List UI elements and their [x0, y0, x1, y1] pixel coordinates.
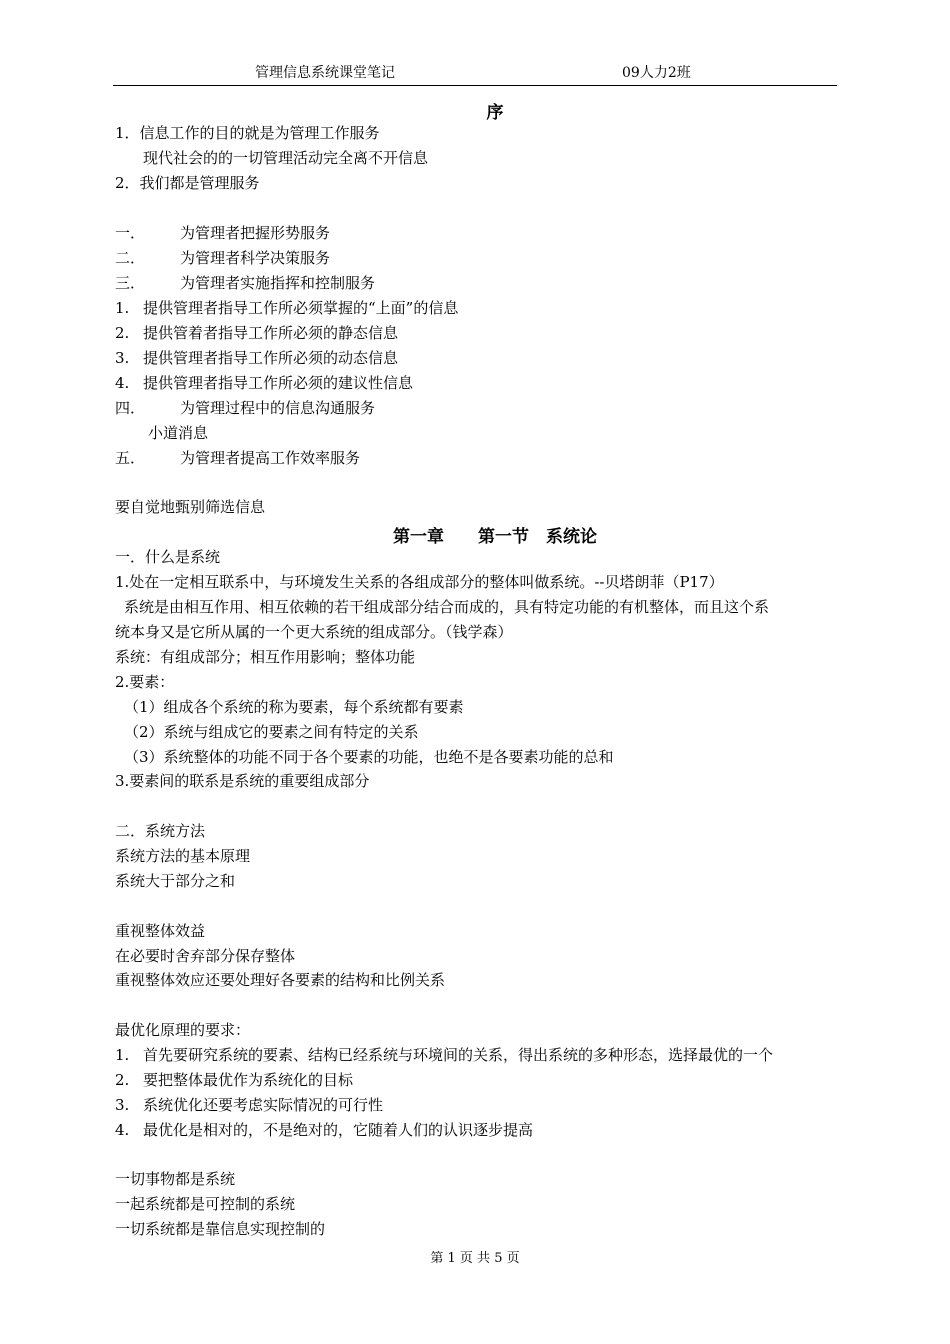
header-title: 管理信息系统课堂笔记	[255, 65, 395, 81]
element-item-1: （1）组成各个系统的称为要素，每个系统都有要素	[124, 698, 464, 716]
preface-section-5	[115, 448, 360, 468]
element-item-2: （2）系统与组成它的要素之间有特定的关系	[124, 723, 419, 741]
header-rule	[113, 85, 837, 86]
preface-closing: 要自觉地甄别筛选信息	[115, 498, 266, 516]
preface-title: 序	[486, 103, 504, 123]
item-text: 提供管理者指导工作所必须的建议性信息	[143, 374, 414, 392]
method-line: 系统大于部分之和	[115, 872, 236, 890]
section-text: 为管理者科学决策服务	[180, 249, 331, 267]
definition-1: 1.处在一定相互联系中，与环境发生关系的各组成部分的整体叫做系统。--贝塔朗菲（P17）	[115, 573, 724, 591]
definition-2-line-1: 系统是由相互作用、相互依赖的若干组成部分结合而成的，具有特定功能的有机整体，而且这个系	[124, 598, 770, 616]
system-summary: 系统：有组成部分；相互作用影响；整体功能	[115, 648, 416, 666]
part2-heading: 二．系统方法	[115, 822, 206, 840]
conclusion-line: 一切系统都是靠信息实现控制的	[115, 1220, 326, 1238]
optimization-item-4	[115, 1120, 533, 1140]
header-class: 09人力2班	[622, 65, 691, 81]
sub-item-1	[115, 298, 458, 318]
definition-2-line-2: 统本身又是它所从属的一个更大系统的组成部分。（钱学森）	[115, 623, 513, 641]
item-number: 3.	[115, 349, 130, 367]
preface-section-2	[115, 248, 330, 268]
conclusion-line: 一切事物都是系统	[115, 1170, 236, 1188]
optimization-heading: 最优化原理的要求：	[115, 1021, 251, 1039]
section-text: 为管理者把握形势服务	[180, 224, 331, 242]
section-text: 为管理者实施指挥和控制服务	[180, 274, 376, 292]
item-number: 4.	[115, 1121, 130, 1139]
sub-item-2	[115, 323, 398, 343]
section-4-note: 小道消息	[148, 424, 209, 442]
preface-line-2: 现代社会的的一切管理活动完全离不开信息	[143, 149, 429, 167]
point-3: 3.要素间的联系是系统的重要组成部分	[115, 772, 370, 790]
preface-section-4	[115, 398, 375, 418]
page-footer: 第 1 页 共 5 页	[430, 1251, 520, 1266]
section-number: 二．	[115, 249, 146, 267]
sub-item-4	[115, 373, 413, 393]
optimization-item-3	[115, 1095, 383, 1115]
item-number: 2.	[115, 324, 130, 342]
part1-heading: 一．什么是系统	[115, 548, 221, 566]
section-text: 为管理过程中的信息沟通服务	[180, 399, 376, 417]
section-number: 一．	[115, 224, 146, 242]
preface-section-1	[115, 223, 330, 243]
section-number: 三．	[115, 274, 146, 292]
section-number: 五．	[115, 449, 146, 467]
item-text: 系统优化还要考虑实际情况的可行性	[143, 1096, 384, 1114]
preface-section-3	[115, 273, 375, 293]
item-number: 4.	[115, 374, 130, 392]
item-text: 提供管理者指导工作所必须掌握的“上面”的信息	[143, 299, 459, 317]
chapter-title: 第一章 第一节 系统论	[393, 527, 597, 547]
item-text: 要把整体最优作为系统化的目标	[143, 1071, 354, 1089]
sub-item-3	[115, 348, 398, 368]
holistic-line: 在必要时舍弃部分保存整体	[115, 947, 296, 965]
item-number: 2.	[115, 1071, 130, 1089]
optimization-item-1	[115, 1045, 773, 1065]
item-number: 3.	[115, 1096, 130, 1114]
preface-line-3: 2．我们都是管理服务	[115, 174, 260, 192]
preface-line-1: 1．信息工作的目的就是为管理工作服务	[115, 124, 380, 142]
method-line: 系统方法的基本原理	[115, 847, 251, 865]
item-number: 1.	[115, 1046, 130, 1064]
item-text: 提供管着者指导工作所必须的静态信息	[143, 324, 399, 342]
conclusion-line: 一起系统都是可控制的系统	[115, 1195, 296, 1213]
section-number: 四．	[115, 399, 146, 417]
item-number: 1.	[115, 299, 130, 317]
holistic-line: 重视整体效益	[115, 922, 206, 940]
holistic-line: 重视整体效应还要处理好各要素的结构和比例关系	[115, 971, 446, 989]
item-text: 首先要研究系统的要素、结构已经系统与环境间的关系，得出系统的多种形态，选择最优的一个	[143, 1046, 774, 1064]
optimization-item-2	[115, 1070, 353, 1090]
section-text: 为管理者提高工作效率服务	[180, 449, 361, 467]
element-item-3: （3）系统整体的功能不同于各个要素的功能，也绝不是各要素功能的总和	[124, 748, 614, 766]
elements-heading: 2.要素：	[115, 673, 175, 691]
item-text: 提供管理者指导工作所必须的动态信息	[143, 349, 399, 367]
item-text: 最优化是相对的，不是绝对的，它随着人们的认识逐步提高	[143, 1121, 534, 1139]
